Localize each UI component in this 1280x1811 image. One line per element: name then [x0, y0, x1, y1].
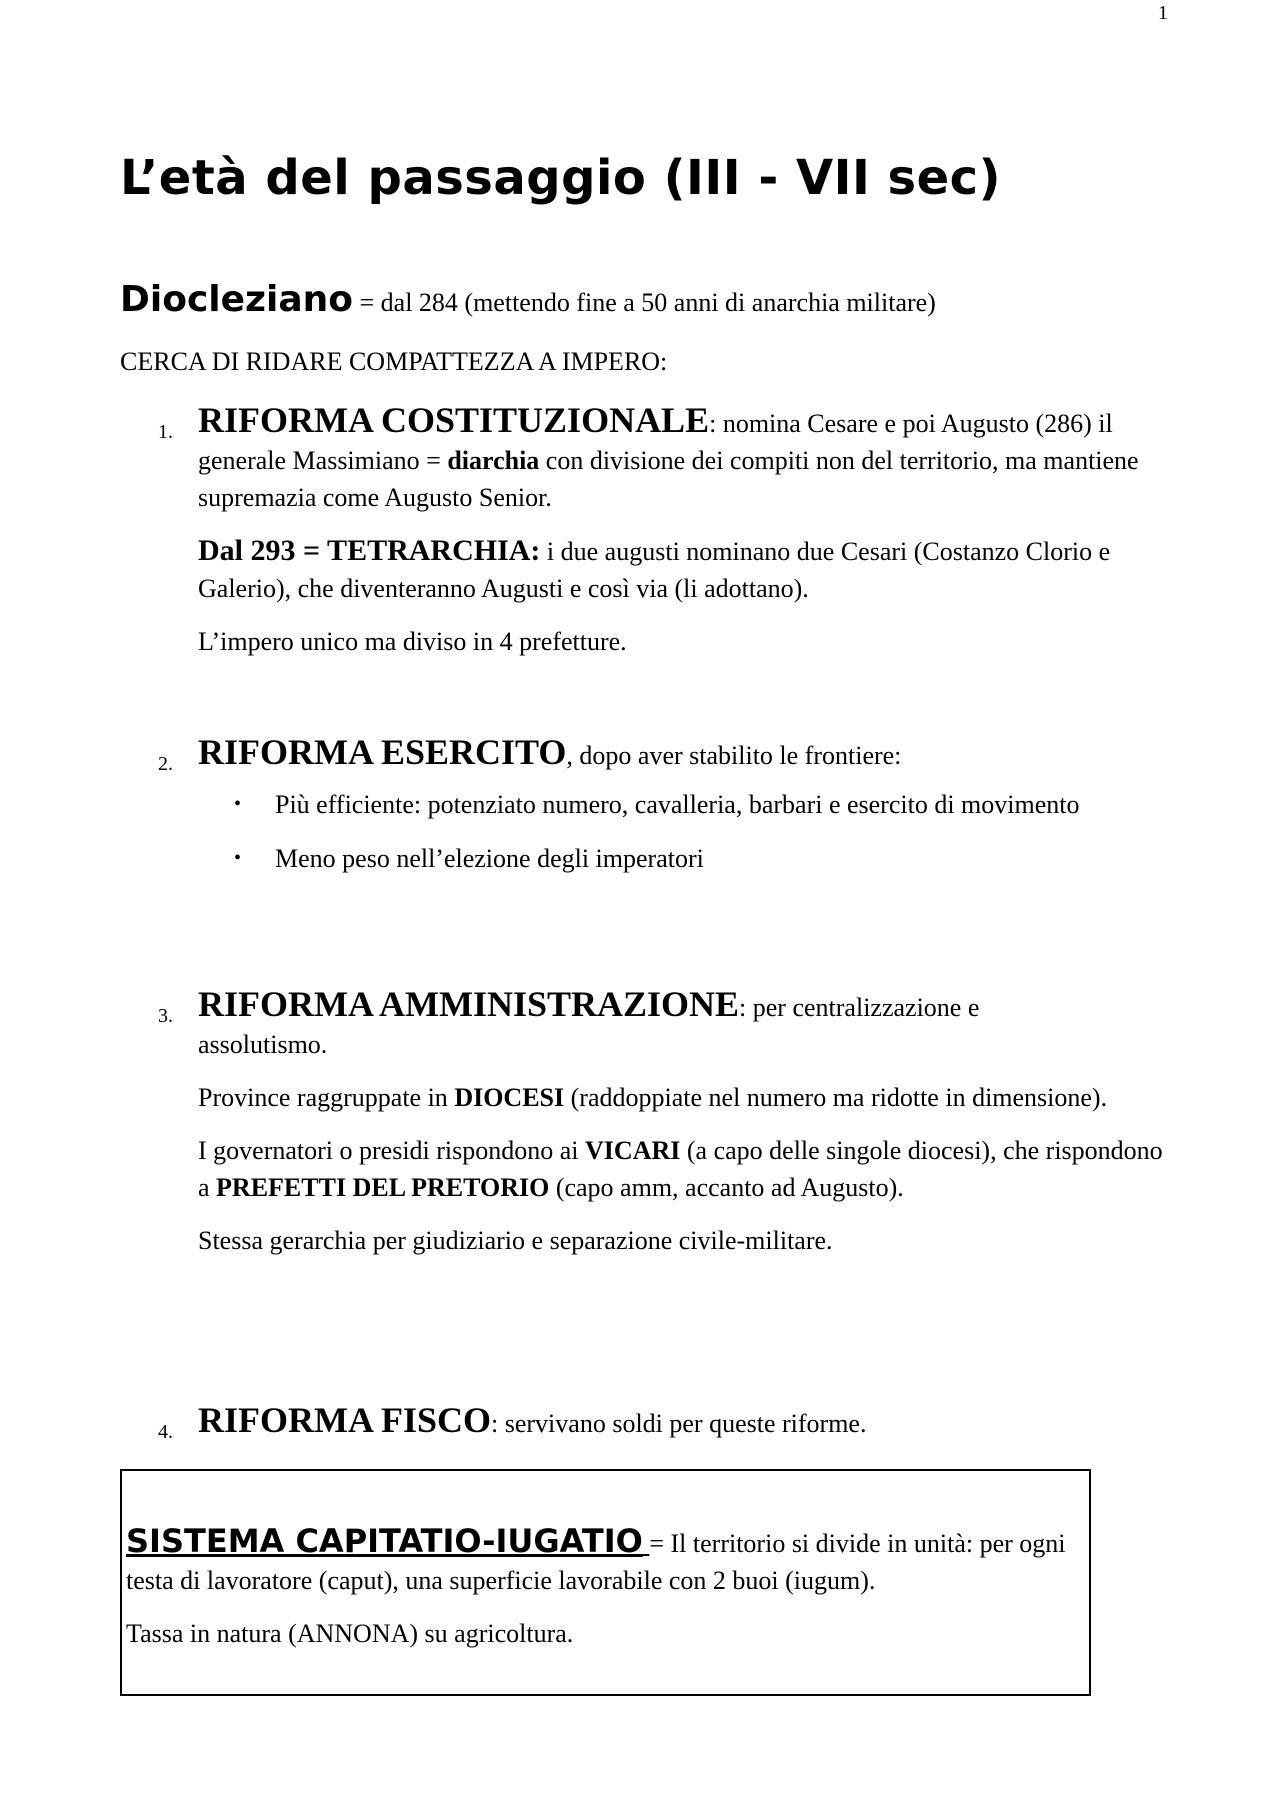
box-paragraph: [126, 1523, 1089, 1599]
text-run: , dopo aver stabilito le frontiere:: [566, 741, 902, 770]
page-number: 1: [1158, 2, 1168, 24]
bold-term: diarchia: [447, 446, 540, 475]
bold-term: PREFETTI DEL PRETORIO: [216, 1173, 550, 1202]
text-run: : nomina Cesare e poi Augusto (286) il generale Massimiano =: [198, 409, 1113, 475]
intro-line: CERCA DI RIDARE COMPATTEZZA A IMPERO:: [120, 347, 668, 376]
section-paragraph: L’impero unico ma diviso in 4 prefetture.: [198, 627, 627, 656]
section-number: 4.: [158, 1421, 173, 1443]
section-heading: RIFORMA FISCO: [198, 1400, 492, 1440]
text-run: : per centralizzazione e assolutismo.: [198, 993, 980, 1059]
text-run: (raddoppiate nel numero ma ridotte in dimensione).: [564, 1083, 1108, 1112]
list-item: [198, 786, 1115, 823]
section-paragraph: [198, 1079, 1168, 1116]
text-run: = Il territorio si divide in unità: per ogni testa di lavoratore (caput), una superficie lavorabile con 2 buoi (iugum).: [126, 1529, 1066, 1595]
text-run: (capo amm, accanto ad Augusto).: [549, 1173, 904, 1202]
section-paragraph: Stessa gerarchia per giudiziario e separazione civile-militare.: [198, 1226, 833, 1255]
text-run: Province raggruppate in: [198, 1083, 455, 1112]
text-run: I governatori o presidi rispondono ai: [198, 1136, 586, 1165]
page-title: L’età del passaggio (III - VII sec): [120, 150, 1002, 206]
bullet-list: [198, 786, 1168, 877]
text-run: i due augusti nominano due Cesari (Costanzo Clorio e Galerio), che diventeranno Augusti e così via (li adottano).: [198, 537, 1111, 603]
box-paragraph: Tassa in natura (ANNONA) su agricoltura.: [126, 1619, 574, 1648]
text-run: (a capo delle singole diocesi), che rispondono a: [198, 1136, 1163, 1202]
bullet-icon: •: [234, 847, 242, 869]
section-paragraph: [198, 1132, 1168, 1206]
section-riforma-esercito: [158, 732, 1168, 894]
section-riforma-costituzionale: [158, 400, 1168, 676]
section-number: 1.: [158, 421, 173, 443]
section-heading: RIFORMA AMMINISTRAZIONE: [198, 984, 740, 1024]
bold-term: DIOCESI: [454, 1083, 565, 1112]
subtitle-name: Diocleziano: [120, 279, 353, 320]
section-paragraph: [198, 986, 1098, 1063]
bullet-icon: •: [234, 793, 242, 815]
section-riforma-amministrazione: [158, 984, 1168, 1275]
capitatio-iugatio-box: [120, 1469, 1091, 1696]
section-paragraph: [198, 402, 1168, 516]
section-riforma-fisco: [158, 1400, 1168, 1458]
list-item-text: Più efficiente: potenziato numero, cavalleria, barbari e esercito di movimento: [275, 790, 1080, 819]
section-number: 3.: [158, 1005, 173, 1027]
subtitle-rest: = dal 284 (mettendo fine a 50 anni di anarchia militare): [353, 288, 936, 317]
list-item: [198, 840, 1168, 877]
bold-term: VICARI: [585, 1136, 681, 1165]
section-heading: RIFORMA COSTITUZIONALE: [198, 400, 710, 440]
bold-term: Dal 293 = TETRARCHIA:: [198, 534, 541, 567]
list-item-text: Meno peso nell’elezione degli imperatori: [275, 844, 704, 873]
box-heading: SISTEMA CAPITATIO-IUGATIO: [126, 1522, 643, 1560]
section-paragraph: [198, 1402, 1168, 1442]
section-heading: RIFORMA ESERCITO: [198, 732, 567, 772]
subtitle: [120, 279, 936, 320]
text-run: con divisione dei compiti non del territorio, ma mantiene supremazia come Augusto Senior.: [198, 446, 1139, 512]
text-run: : servivano soldi per queste riforme.: [491, 1409, 867, 1438]
section-paragraph: [198, 532, 1168, 607]
section-paragraph: [198, 734, 1168, 774]
section-number: 2.: [158, 753, 173, 775]
